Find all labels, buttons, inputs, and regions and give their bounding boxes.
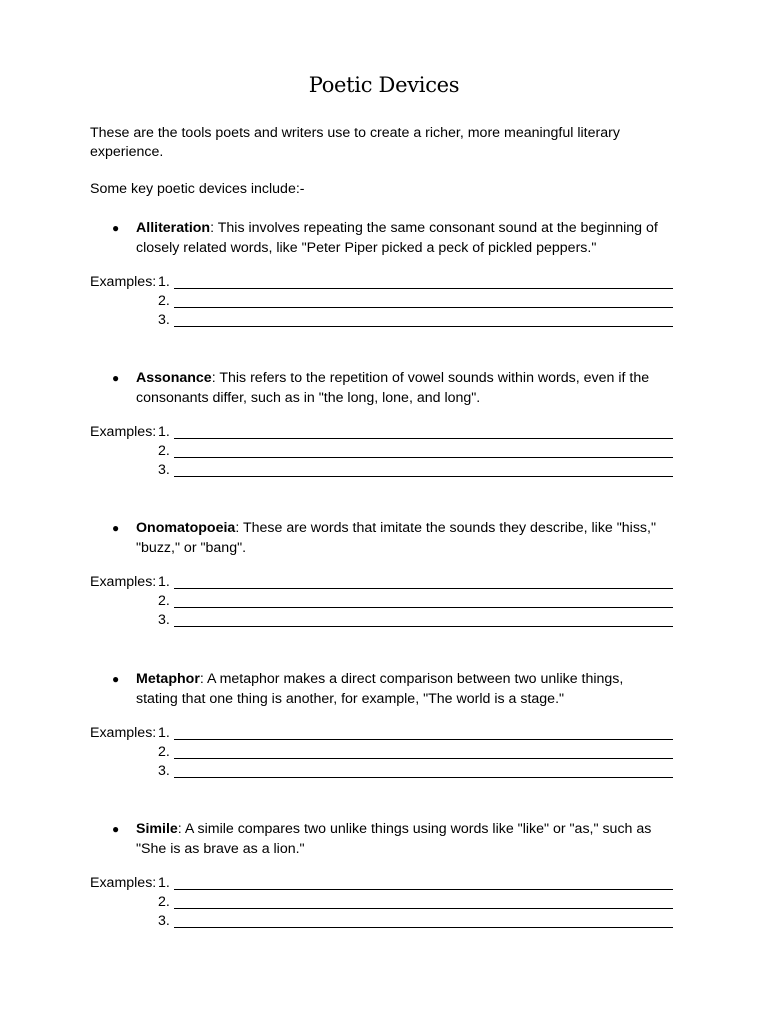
example-number: 1. [158,725,170,741]
device-description: : These are words that imitate the sounds they describe, like "hiss," "buzz," or "bang". [136,520,656,556]
example-answer-line[interactable] [174,777,673,778]
example-row [90,763,680,782]
device-description: : This refers to the repetition of vowel sounds within words, even if the consonants differ, such as in "the long, lone, and long". [136,370,650,406]
example-number: 1. [158,875,170,891]
example-number: 3. [158,763,170,779]
example-number: 3. [158,312,170,328]
example-row [90,894,680,913]
example-number: 2. [158,443,170,459]
example-answer-line[interactable] [174,889,673,890]
example-answer-line[interactable] [174,457,673,458]
device-term: Metaphor [136,671,200,687]
example-number: 1. [158,274,170,290]
example-number: 1. [158,424,170,440]
examples-label: Examples: [90,875,157,891]
lead-paragraph: Some key poetic devices include:- [90,181,305,197]
device-definition [136,820,666,859]
example-number: 1. [158,574,170,590]
example-number: 3. [158,462,170,478]
examples-label: Examples: [90,574,157,590]
bullet-icon: ● [112,521,120,535]
example-row [90,875,680,894]
device-definition [136,219,666,258]
device-description: : This involves repeating the same consonant sound at the beginning of closely related words, like "Peter Piper picked a peck of pickled peppers." [136,220,658,256]
example-row [90,574,680,593]
example-answer-line[interactable] [174,908,673,909]
example-answer-line[interactable] [174,307,673,308]
intro-paragraph: These are the tools poets and writers use to create a richer, more meaningful literary experience. [90,125,620,160]
examples-label: Examples: [90,424,157,440]
example-row [90,462,680,481]
example-answer-line[interactable] [174,438,673,439]
example-row [90,725,680,744]
example-row [90,293,680,312]
example-answer-line[interactable] [174,927,673,928]
example-number: 2. [158,293,170,309]
example-answer-line[interactable] [174,476,673,477]
example-row [90,744,680,763]
example-number: 2. [158,894,170,910]
device-term: Alliteration [136,220,211,236]
device-definition [136,670,666,709]
device-definition [136,519,666,558]
example-answer-line[interactable] [174,739,673,740]
example-number: 2. [158,744,170,760]
device-term: Assonance [136,370,212,386]
example-row [90,612,680,631]
device-term: Simile [136,821,178,837]
bullet-icon: ● [112,822,120,836]
bullet-icon: ● [112,672,120,686]
bullet-icon: ● [112,371,120,385]
bullet-icon: ● [112,221,120,235]
examples-label: Examples: [90,725,157,741]
example-answer-line[interactable] [174,326,673,327]
example-row [90,274,680,293]
examples-label: Examples: [90,274,157,290]
example-number: 3. [158,913,170,929]
example-answer-line[interactable] [174,288,673,289]
example-row [90,913,680,932]
device-term: Onomatopoeia [136,520,236,536]
page-title: Poetic Devices [308,73,460,97]
example-number: 2. [158,593,170,609]
example-number: 3. [158,612,170,628]
example-answer-line[interactable] [174,588,673,589]
example-answer-line[interactable] [174,758,673,759]
device-description: : A metaphor makes a direct comparison between two unlike things, stating that one thing is another, for example, "The world is a stage." [136,671,624,707]
device-description: : A simile compares two unlike things using words like "like" or "as," such as "She is as brave as a lion." [136,821,652,857]
example-answer-line[interactable] [174,626,673,627]
example-answer-line[interactable] [174,607,673,608]
example-row [90,424,680,443]
example-row [90,443,680,462]
device-definition [136,369,666,408]
example-row [90,312,680,331]
example-row [90,593,680,612]
